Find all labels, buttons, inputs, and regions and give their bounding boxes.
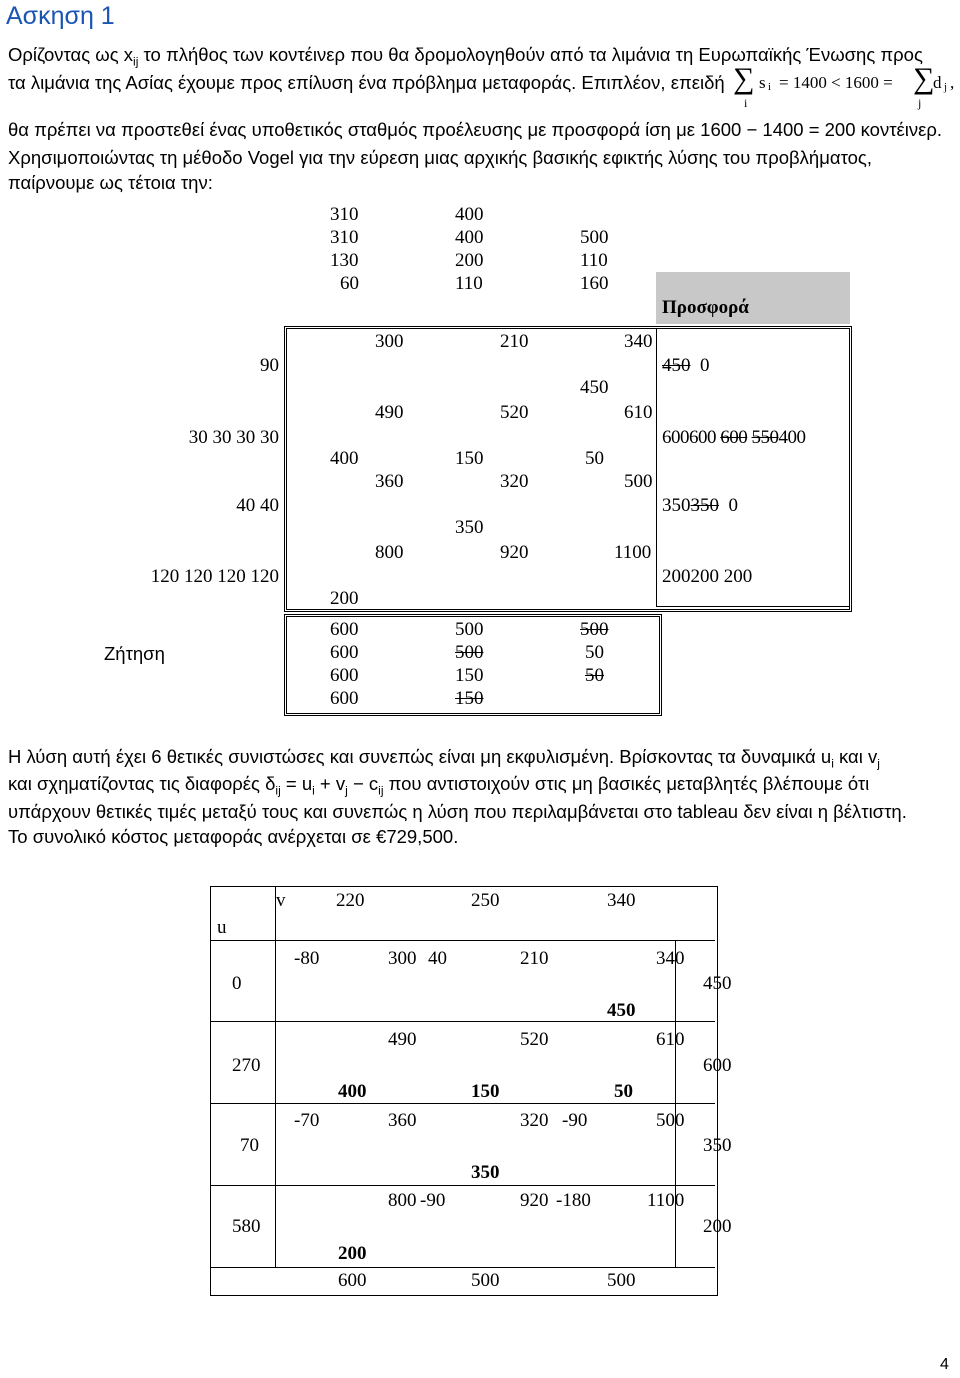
alloc-cell: 450 (580, 377, 609, 398)
cost-cell: 210 (520, 948, 549, 969)
demand-value: 500 (455, 619, 484, 640)
cost-cell: 800 (388, 1190, 417, 1211)
supply-row-2: 350350 0 (662, 495, 738, 516)
col-penalty: 400 (455, 227, 484, 248)
alloc-cell: 350 (471, 1162, 500, 1183)
grid-line (211, 1185, 275, 1186)
grid-line (675, 1021, 715, 1022)
grid-line (211, 1021, 275, 1022)
grid-line (675, 940, 676, 1268)
row-penalty: 120 120 120 120 (150, 566, 279, 587)
cost-cell: 500 (624, 471, 653, 492)
intro-line-5: παίρνουμε ως τέτοια την: (8, 172, 213, 193)
cost-cell: 520 (520, 1029, 549, 1050)
v-value: 250 (471, 890, 500, 911)
supply-value: 350 (703, 1135, 732, 1156)
demand-value: 500 (607, 1270, 636, 1291)
alloc-cell: 400 (338, 1081, 367, 1102)
delta-value: -90 (562, 1110, 588, 1131)
cost-cell: 800 (375, 542, 404, 563)
col-penalty: 130 (330, 250, 359, 271)
tableau-border (210, 886, 718, 1296)
grid-line (656, 329, 657, 606)
demand-value: 600 (330, 665, 359, 686)
cost-cell: 320 (500, 471, 529, 492)
cost-cell: 1100 (647, 1190, 685, 1211)
alloc-cell: 50 (585, 448, 604, 469)
cost-cell: 490 (388, 1029, 417, 1050)
alloc-cell: 150 (455, 448, 484, 469)
intro-line-1: Ορίζοντας ως $x_{ij}$ το πλήθος των κοντέινερ που θα δρομολογηθούν από τα λιμάνια τη Ευρωπαϊκής Ένωσης προς (8, 44, 923, 69)
demand-value: 500 (471, 1270, 500, 1291)
grid-line (675, 1103, 715, 1104)
demand-value: 50 (585, 642, 604, 663)
alloc-cell: 200 (338, 1243, 367, 1264)
col-penalty: 310 (330, 227, 359, 248)
alloc-cell: 150 (471, 1081, 500, 1102)
supply-row-0: 450 0 (662, 355, 710, 376)
col-penalty: 110 (580, 250, 608, 271)
demand-value: 150 (455, 665, 484, 686)
intro-paragraph (8, 42, 956, 75)
delta-value: -70 (294, 1110, 320, 1131)
solution-line-2: και σχηματίζοντας τις διαφορές $\delta_{ij} = u_i + v_j - c_{ij}$ που αντιστοιχούν στις μη βασικές μεταβλητές βλέπουμε ότι (8, 773, 870, 798)
cost-cell: 920 (520, 1190, 549, 1211)
cost-cell: 340 (624, 331, 653, 352)
supply-row-3: 200200 200 (662, 566, 753, 587)
demand-value: 600 (330, 642, 359, 663)
grid-line (275, 1103, 675, 1104)
cost-cell: 610 (656, 1029, 685, 1050)
v-value: 340 (607, 890, 636, 911)
grid-line (656, 606, 850, 607)
cost-cell: 320 (520, 1110, 549, 1131)
demand-value: 600 (330, 688, 359, 709)
intro-line-3: θα πρέπει να προστεθεί ένας υποθετικός σταθμός προέλευσης με προσφορά ίση με 1600 − 1400 = 200 κοντέινερ. (8, 119, 943, 140)
cost-cell: 300 (375, 331, 404, 352)
col-penalty: 500 (580, 227, 609, 248)
supply-value: 600 (703, 1055, 732, 1076)
demand-value: 50 (585, 665, 604, 686)
cost-cell: 340 (656, 948, 685, 969)
cost-cell: 490 (375, 402, 404, 423)
delta-value: -180 (556, 1190, 591, 1211)
u-value: 70 (240, 1135, 259, 1156)
cost-cell: 360 (375, 471, 404, 492)
v-value: 220 (336, 890, 365, 911)
demand-value: 150 (455, 688, 484, 709)
row-penalty: 40 40 (236, 495, 279, 516)
alloc-cell: 50 (614, 1081, 633, 1102)
row-penalty: 30 30 30 30 (188, 427, 279, 448)
col-penalty: 60 (340, 273, 359, 294)
exercise-title: Ασκηση 1 (6, 2, 115, 30)
grid-line (211, 1267, 715, 1268)
vogel-grid (284, 326, 852, 612)
intro-line-2: τα λιμάνια της Ασίας έχουμε προς επίλυση ένα πρόβλημα μεταφοράς. Επιπλέον, επειδή (8, 72, 725, 93)
supply-value: 200 (703, 1216, 732, 1237)
demand-value: 600 (330, 619, 359, 640)
grid-line (211, 940, 715, 941)
alloc-cell: 350 (455, 517, 484, 538)
u-value: 580 (232, 1216, 261, 1237)
delta-value: -90 (420, 1190, 446, 1211)
solution-line-3: υπάρχουν θετικές τιμές μεταξύ τους και συνεπώς η λύση που περιλαμβάνεται στο tableau δεν είναι η βέλτιστη. (8, 801, 907, 822)
u-value: 270 (232, 1055, 261, 1076)
alloc-cell: 200 (330, 588, 359, 609)
col-penalty: 160 (580, 273, 609, 294)
col-penalty: 200 (455, 250, 484, 271)
cost-cell: 300 (388, 948, 417, 969)
grid-line (211, 1103, 275, 1104)
cost-cell: 520 (500, 402, 529, 423)
delta-value: -80 (294, 948, 320, 969)
demand-value: 500 (455, 642, 484, 663)
v-label: v (276, 890, 286, 911)
grid-line (275, 1185, 675, 1186)
grid-line (275, 940, 276, 1268)
intro-line-4: Χρησιμοποιώντας τη μέθοδο Vogel για την εύρεση μιας αρχικής βασικής εφικτής λύσης του προβλήματος, (8, 147, 872, 168)
row-penalty: 90 (260, 355, 279, 376)
demand-value: 600 (338, 1270, 367, 1291)
grid-line (675, 1185, 715, 1186)
u-label: u (217, 917, 227, 938)
solution-line-4: Το συνολικό κόστος μεταφοράς ανέρχεται σε €729,500. (8, 826, 459, 847)
col-penalty: 110 (455, 273, 483, 294)
cost-cell: 360 (388, 1110, 417, 1131)
cost-cell: 210 (500, 331, 529, 352)
alloc-cell: 450 (607, 1000, 636, 1021)
col-penalty: 400 (455, 204, 484, 225)
supply-value: 450 (703, 973, 732, 994)
cost-cell: 1100 (614, 542, 652, 563)
demand-header: Ζήτηση (104, 643, 165, 664)
delta-value: 40 (428, 948, 447, 969)
alloc-cell: 400 (330, 448, 359, 469)
cost-cell: 920 (500, 542, 529, 563)
supply-header: Προσφορά (662, 297, 749, 318)
solution-paragraph: Η λύση αυτή έχει 6 θετικές συνιστώσες και συνεπώς είναι μη εκφυλισμένη. Βρίσκοντας τα δυναμικά $u_i$ και $v_j$ (8, 746, 880, 771)
supply-row-1: 600600 600 550400 (662, 427, 806, 448)
u-value: 0 (232, 973, 242, 994)
col-penalty: 310 (330, 204, 359, 225)
cost-cell: 610 (624, 402, 653, 423)
page-number: 4 (940, 1356, 949, 1373)
demand-value: 500 (580, 619, 609, 640)
cost-cell: 500 (656, 1110, 685, 1131)
